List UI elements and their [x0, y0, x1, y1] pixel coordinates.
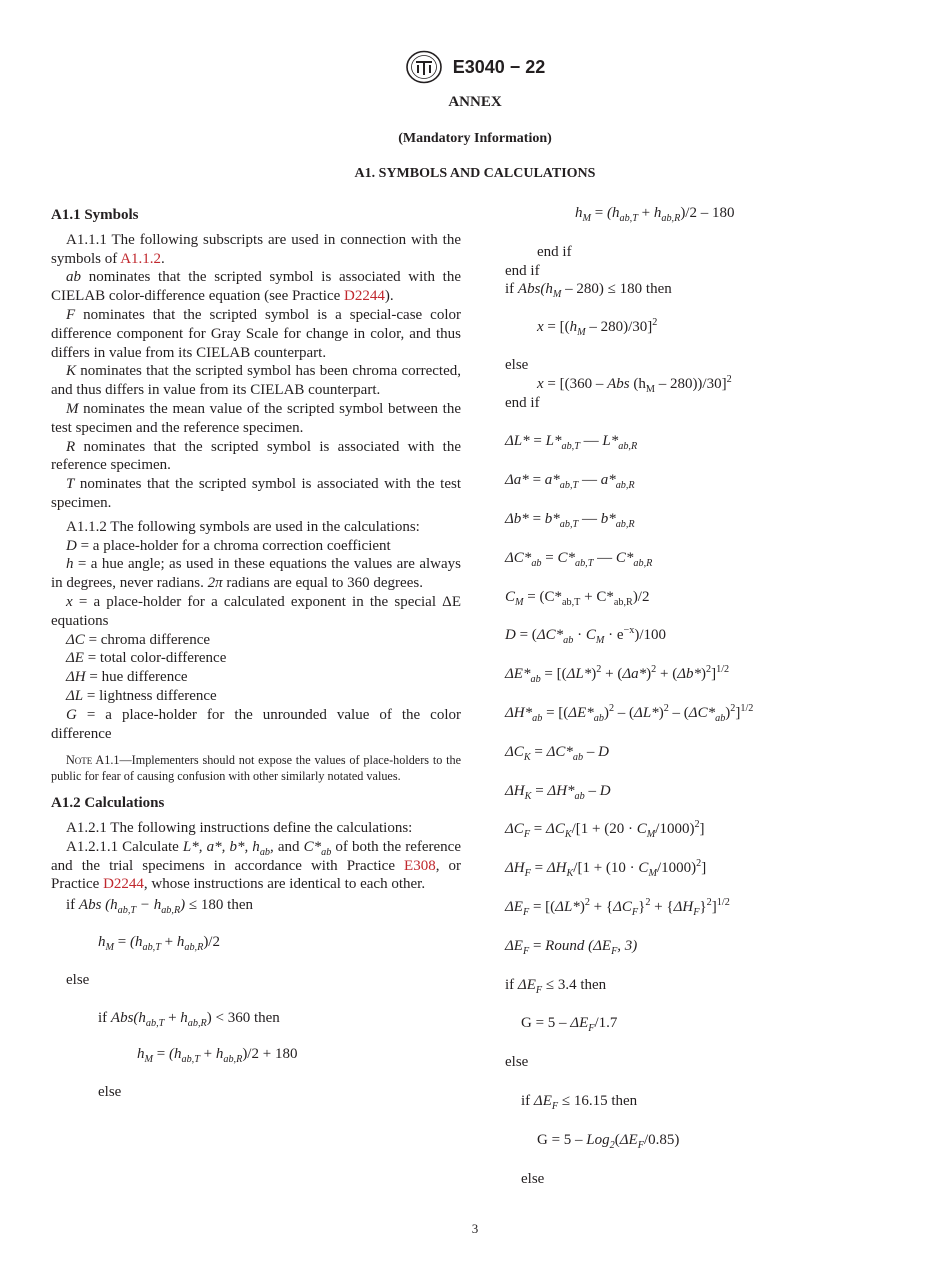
code-hm-minus-180: $h_M = (h_{ab,T} + h_{ab,R})/2 - 180$: [575, 205, 735, 224]
eq-delta-b: $\Delta b* = b*_{ab,T}$ — $b*_{ab,R}$: [505, 510, 635, 530]
code-hm-plus-180: $h_M = (h_{ab,T} + h_{ab,R})/2 + 180$: [137, 1046, 298, 1066]
page-header: [0, 50, 950, 84]
def-g: G = a place-holder for the unrounded value of the color difference: [51, 706, 461, 742]
para-a1-1-2: A1.1.2 The following symbols are used in the calculations:: [66, 518, 420, 535]
eq-delta-hf: $\Delta H_F = \Delta H_K/[1 + (10 \cdot C_M/1000)^2]$: [505, 858, 707, 880]
note-a1-1: Note A1.1—Implementers should not expose the values of place-holders to the public for fear of causing confusion with other similarly notated values.: [51, 753, 461, 783]
def-r: R nominates that the scripted symbol is associated with the reference specimen.: [51, 438, 461, 474]
astm-logo: [405, 50, 443, 84]
link-a1-1-2[interactable]: A1.1.2: [120, 250, 162, 267]
link-d2244[interactable]: D2244: [344, 288, 385, 305]
eq-delta-hk: $\Delta H_K = \Delta H*_{ab} - D$: [505, 782, 611, 802]
def-k: K nominates that the scripted symbol has been chroma corrected, and thus differs in value from its CIELAB counterpart.: [51, 363, 461, 399]
para-a1-2-1-1: A1.2.1.1 Calculate L*, a*, b*, $h_{ab}$, and $C*_{ab}$ of both the reference and the trial specimens in accordance with Practice E308, or Practice D2244, whose instructions are identical to each other.: [51, 838, 462, 893]
pseudocode-left: [51, 896, 461, 1102]
code-else-3: else: [505, 356, 529, 373]
para-a1-2-1: A1.2.1 The following instructions define the calculations:: [66, 819, 413, 836]
eq-delta-l: $\Delta L* = L*_{ab,T}$ — $L*_{ab,R}$: [505, 433, 638, 453]
def-dl: ΔL = lightness difference: [66, 687, 217, 704]
code-g-1: $G = 5 - \Delta E_F/1.7$: [521, 1015, 618, 1035]
code-endif-1: end if: [537, 243, 572, 260]
code-if-ef-34: if $\Delta E_F \le 3.4$ then: [505, 976, 607, 996]
right-column: [505, 204, 905, 1188]
link-d2244-2[interactable]: D2244: [103, 876, 144, 893]
standard-designation: E3040 − 22: [452, 56, 546, 77]
code-x-2: x = [(360 – Abs $(h_M - 280))/30]^2$: [537, 373, 732, 395]
def-ab: ab nominates that the scripted symbol is associated with the CIELAB color-difference equation (see Practice D2244).: [51, 269, 461, 305]
code-if-sum-360: if $Abs(h_{ab,T} + h_{ab,R}) < 360$ then: [98, 1009, 280, 1029]
left-column: [51, 206, 461, 1102]
eq-delta-ck: $\Delta C_K = \Delta C*_{ab} - D$: [505, 743, 609, 763]
code-else-5: else: [521, 1170, 545, 1187]
code-if-abs-180: if Abs $(h_{ab,T} - h_{ab,R}) \le 180$ then: [66, 897, 253, 917]
code-else-1: else: [66, 971, 90, 988]
eq-delta-cf: $\Delta C_F = \Delta C_K/[1 + (20 \cdot C_M/1000)^2]$: [505, 819, 705, 841]
code-else-4: else: [505, 1054, 529, 1071]
eq-delta-e-ab: $\Delta E*_{ab} = [(\Delta L*)^2 + (\Delta a*)^2 + (\Delta b*)^2]^{1/2}$: [505, 664, 730, 686]
section-title: A1. SYMBOLS AND CALCULATIONS: [354, 166, 596, 181]
eq-round: $\Delta E_F$ = Round ($\Delta E_F$, 3): [505, 937, 638, 957]
eq-delta-h-ab: $\Delta H*_{ab} = [(\Delta E*_{ab})^2 - (\Delta L*)^2 - (\Delta C*_{ab})^2]^{1/2}$: [505, 702, 754, 724]
def-dh: ΔH = hue difference: [66, 669, 188, 686]
def-de: ΔE = total color-difference: [66, 650, 227, 667]
code-endif-2: end if: [505, 262, 540, 279]
def-m: M nominates the mean value of the scripted symbol between the test specimen and the reference specimen.: [51, 400, 461, 436]
eq-cm: $C_M = (C*_{ab,T} + C*_{ab,R})/2$: [505, 588, 650, 608]
annex-title: ANNEX: [448, 94, 502, 110]
symbols-heading: A1.1 Symbols: [51, 207, 139, 223]
def-h: h = a hue angle; as used in these equations the values are always in degrees, never radians. 2π radians are equal to 360 degrees.: [51, 556, 461, 592]
calculations-heading: A1.2 Calculations: [51, 795, 165, 812]
eq-delta-a: $\Delta a* = a*_{ab,T}$ — $a*_{ab,R}$: [505, 472, 635, 492]
code-g-2: $G = 5 - Log_2(\Delta E_F/0.85)$: [537, 1131, 680, 1151]
code-endif-3: end if: [505, 394, 540, 411]
code-hm-mean: $h_M = (h_{ab,T} + h_{ab,R})/2$: [98, 933, 220, 953]
def-x: x = a place-holder for a calculated exponent in the special ΔE equations: [51, 593, 461, 629]
mandatory-info: (Mandatory Information): [398, 131, 552, 146]
code-if-ef-1615: if $\Delta E_F \le 16.15$ then: [521, 1092, 638, 1112]
def-t: T nominates that the scripted symbol is associated with the test specimen.: [51, 476, 461, 511]
eq-delta-c: $\Delta C*_{ab} = C*_{ab,T}$ — $C*_{ab,R}$: [505, 549, 653, 569]
code-if-hm-280: if $Abs(h_M - 280) \le 180$ then: [505, 281, 672, 301]
def-dc: ΔC = chroma difference: [66, 631, 211, 648]
link-e308[interactable]: E308: [404, 857, 436, 874]
def-f: F nominates that the scripted symbol is a special-case color difference component for Gray Scale for change in color, and thus differs in value from its CIELAB counterpart.: [51, 306, 461, 361]
para-a1-1-1: A1.1.1 The following subscripts are used in connection with the symbols of A1.1.2.: [51, 231, 461, 267]
code-x-1: $x = [(h_M - 280)/30]^2$: [537, 317, 658, 339]
eq-delta-ef: $\Delta E_F = [(\Delta L*)^2 + \{\Delta C_F\}^2 + \{\Delta H_F\}^2]^{1/2}$: [505, 896, 730, 918]
page-number: 3: [471, 1221, 479, 1236]
def-d: D = a place-holder for a chroma correction coefficient: [66, 537, 391, 554]
eq-d: $D = (\Delta C*_{ab} \cdot C_M \cdot e^{-x})/100$: [505, 625, 666, 647]
code-else-2: else: [98, 1084, 122, 1101]
